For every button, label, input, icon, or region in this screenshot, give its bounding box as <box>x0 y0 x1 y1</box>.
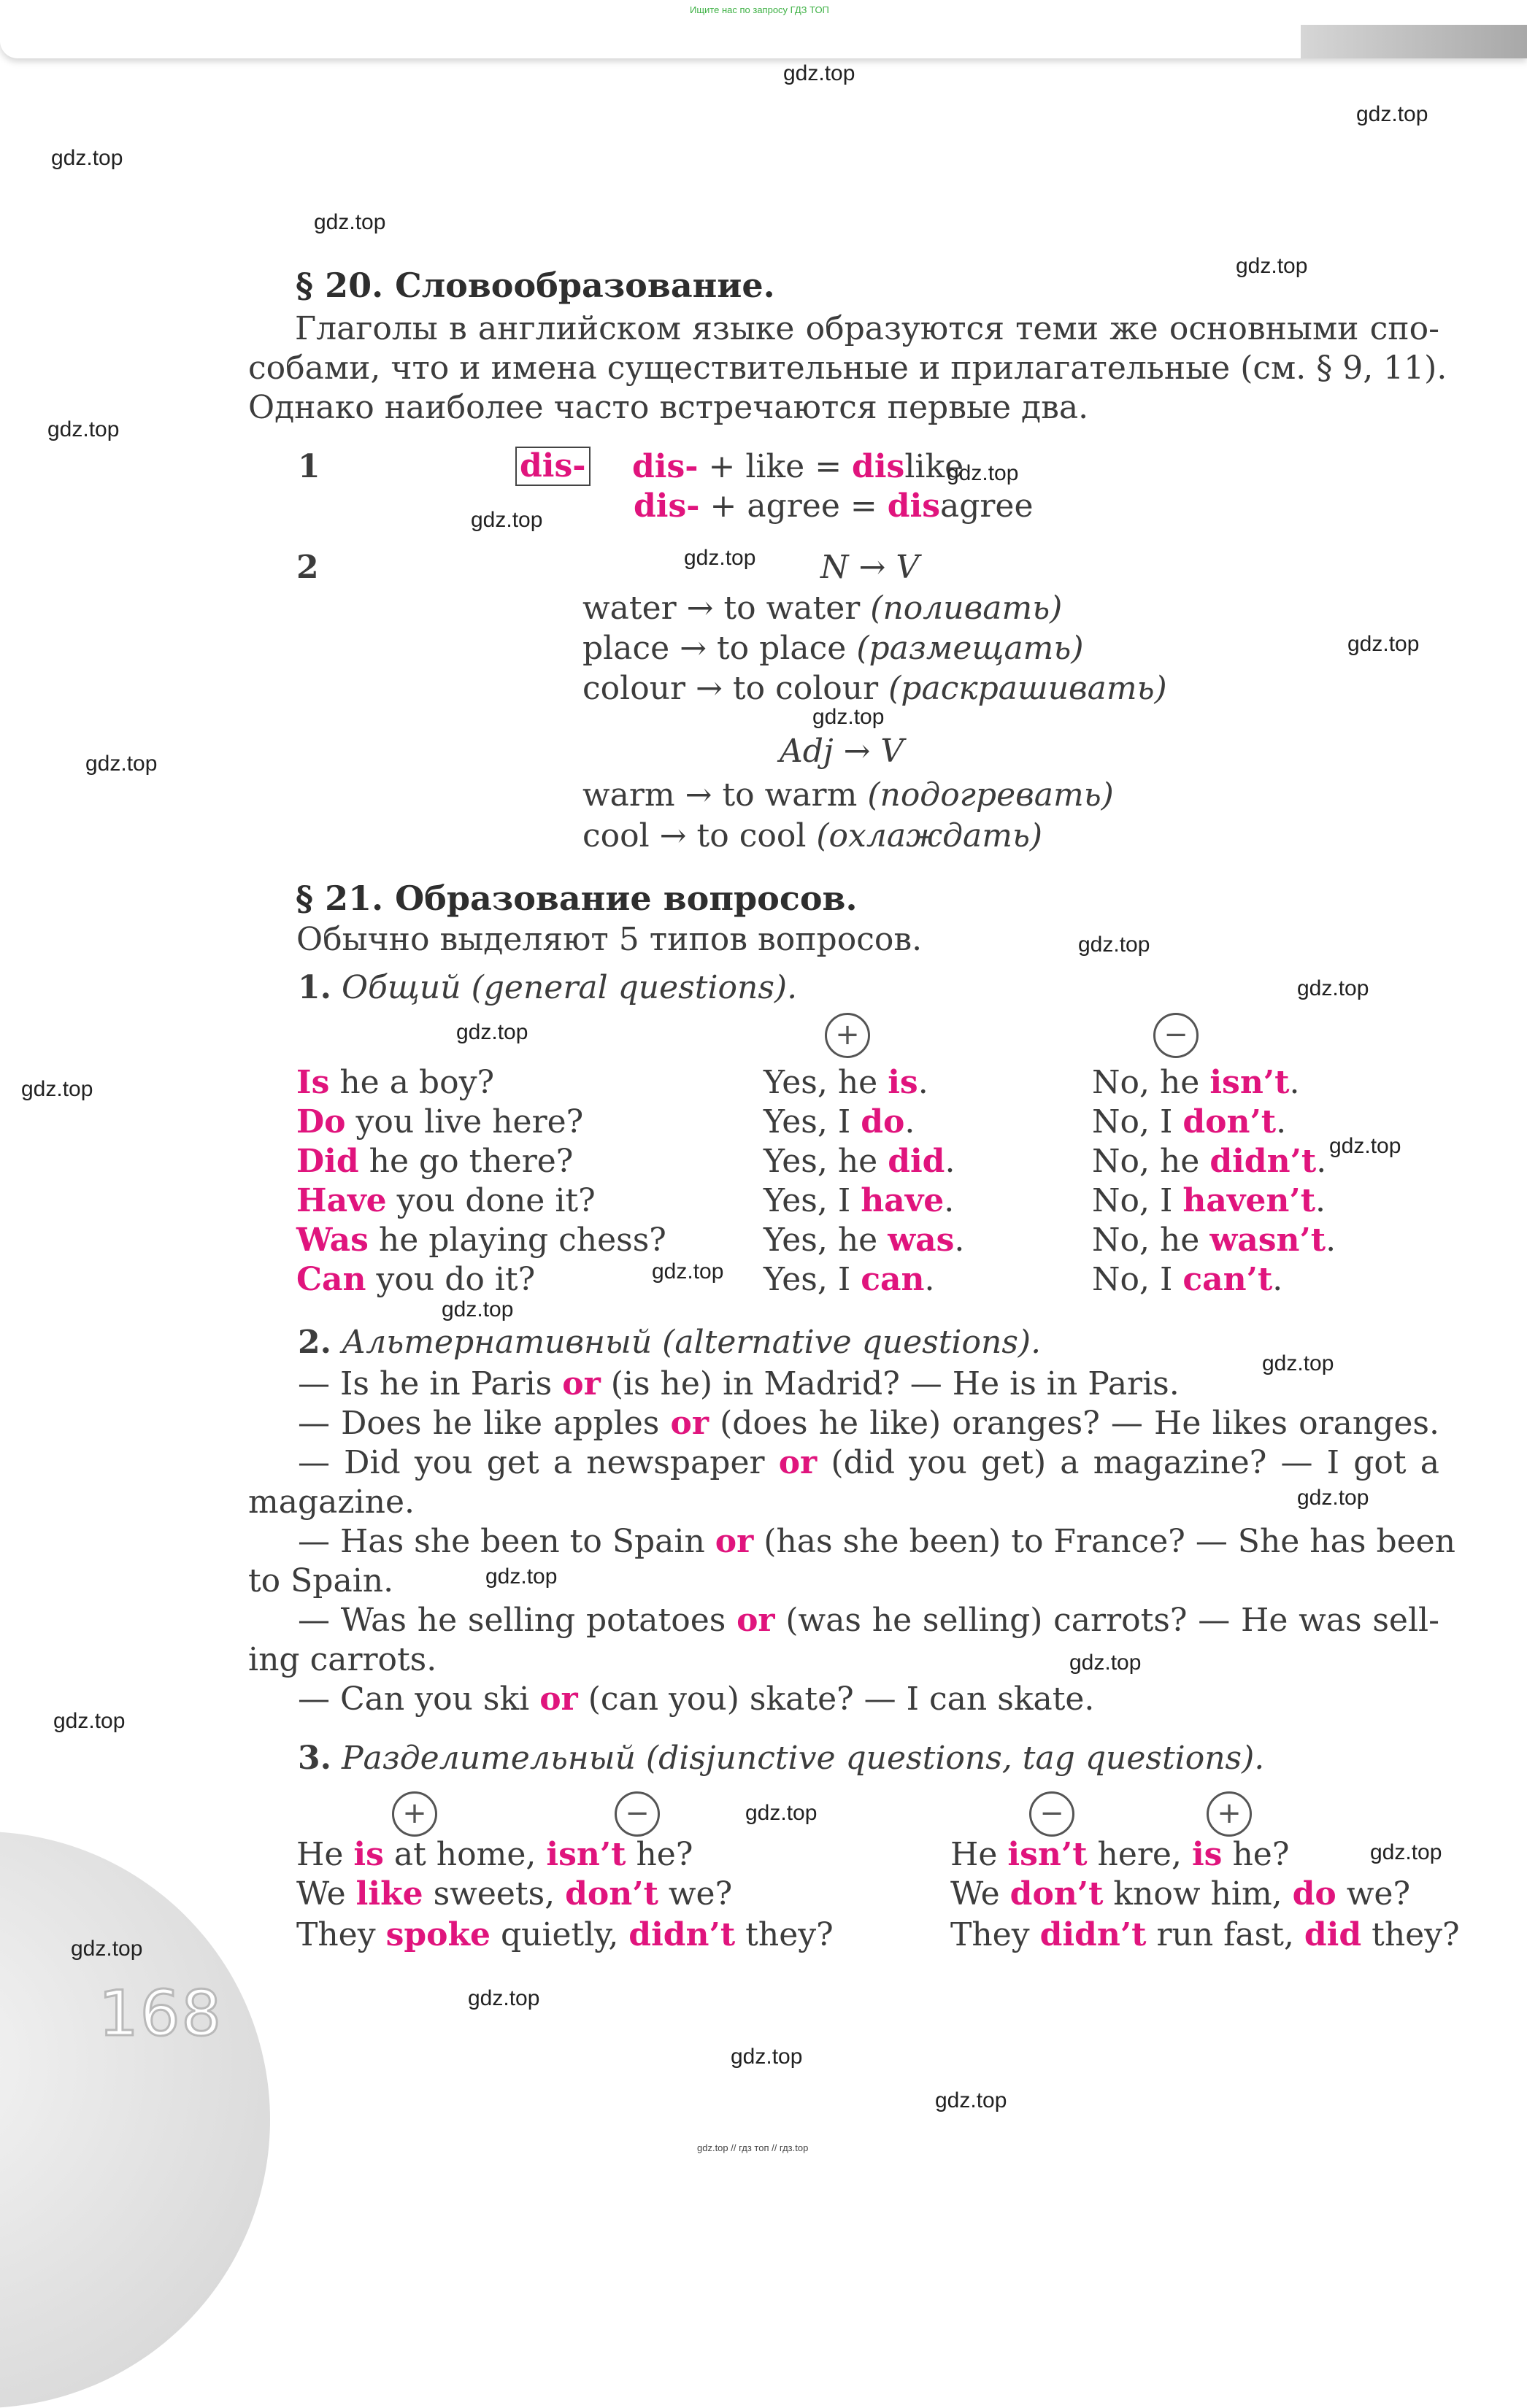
watermark: gdz.top <box>53 1709 126 1733</box>
watermark: gdz.top <box>935 2088 1007 2112</box>
answer-yes: Yes, he was. <box>764 1222 965 1259</box>
watermark: gdz.top <box>1356 102 1428 126</box>
watermark: gdz.top <box>1236 254 1308 278</box>
watermark: gdz.top <box>85 752 158 776</box>
watermark: gdz.top <box>1297 1486 1369 1510</box>
alt-line: — Was he selling potatoes or (was he selling) carrots? — He was sell- <box>298 1602 1439 1639</box>
watermark: gdz.top <box>812 705 885 729</box>
answer-no: No, he wasn’t. <box>1092 1222 1336 1259</box>
conversion-example: cool → to cool (охлаждать) <box>582 817 1043 854</box>
page-number: 168 <box>99 1977 223 2050</box>
watermark: gdz.top <box>456 1020 528 1044</box>
alt-line: — Can you ski or (can you) skate? — I can skate. <box>298 1680 1095 1718</box>
tag-question: We don’t know him, do we? <box>950 1875 1411 1913</box>
section21-intro: Обычно выделяют 5 типов вопросов. <box>296 921 923 958</box>
plus-icon: + <box>1207 1791 1252 1837</box>
intro-line: Глаголы в английском языке образуются теми же основными спо- <box>295 310 1439 347</box>
answer-yes: Yes, he did. <box>764 1143 955 1180</box>
plus-icon: + <box>825 1013 870 1058</box>
watermark: gdz.top <box>1297 976 1369 1000</box>
section20-heading: § 20. Словообразование. <box>296 266 775 305</box>
watermark: gdz.top <box>1078 933 1150 957</box>
answer-no: No, he isn’t. <box>1092 1064 1300 1101</box>
watermark: gdz.top <box>471 508 543 532</box>
watermark: gdz.top <box>1370 1840 1442 1864</box>
type1-title: 1. Общий (general questions). <box>298 969 798 1006</box>
alt-line-cont: to Spain. <box>248 1562 394 1599</box>
watermark: gdz.top <box>684 546 756 570</box>
page-corner-shape <box>0 1832 270 2408</box>
minus-icon: − <box>1029 1791 1074 1837</box>
answer-yes: Yes, he is. <box>764 1064 928 1101</box>
plus-icon: + <box>392 1791 437 1837</box>
dis-example-agree: dis- + agree = disagree <box>634 487 1034 525</box>
watermark: gdz.top <box>1262 1351 1334 1375</box>
minus-icon: − <box>615 1791 660 1837</box>
alt-line: — Is he in Paris or (is he) in Madrid? — He is in Paris. <box>298 1365 1180 1402</box>
alt-line: — Has she been to Spain or (has she been) to France? — She has been <box>298 1523 1456 1560</box>
watermark: gdz.top <box>71 1937 143 1961</box>
conversion-example: water → to water (поливать) <box>582 590 1063 627</box>
dis-example-like: dis- + like = dislike <box>632 448 964 485</box>
tag-question: We like sweets, don’t we? <box>296 1875 733 1913</box>
watermark: gdz.top <box>314 210 386 234</box>
tag-question: He is at home, isn’t he? <box>296 1836 693 1873</box>
formula-adj-verb: Adj → V <box>780 733 904 770</box>
intro-line: Однако наиболее часто встречаются первые два. <box>248 389 1089 426</box>
intro-line: собами, что и имена существительные и прилагательные (см. § 9, 11). <box>248 350 1447 387</box>
question: Was he playing chess? <box>296 1222 666 1259</box>
answer-no: No, he didn’t. <box>1092 1143 1327 1180</box>
watermark: gdz.top <box>47 417 120 441</box>
answer-no: No, I haven’t. <box>1092 1182 1326 1219</box>
alternative-questions <box>248 1365 1456 1719</box>
tag-question: They spoke quietly, didn’t they? <box>296 1916 834 1953</box>
section20-intro <box>248 309 1447 428</box>
footer-text: gdz.top // гдз топ // гдз.top <box>697 2142 809 2153</box>
alt-line-cont: ing carrots. <box>248 1641 437 1678</box>
watermark: gdz.top <box>21 1077 93 1101</box>
watermark: gdz.top <box>51 146 123 170</box>
watermark: gdz.top <box>731 2045 803 2069</box>
tag-question: They didn’t run fast, did they? <box>950 1916 1460 1953</box>
alt-line: — Does he like apples or (does he like) oranges? — He likes oranges. <box>298 1405 1440 1442</box>
conversion-example: warm → to warm (подогревать) <box>582 776 1114 814</box>
answer-yes: Yes, I have. <box>764 1182 955 1219</box>
banner-gradient <box>1301 25 1527 58</box>
boxed-prefix: dis- <box>515 447 591 486</box>
answer-yes: Yes, I do. <box>764 1103 915 1141</box>
answer-no: No, I don’t. <box>1092 1103 1287 1141</box>
type3-title: 3. Разделительный (disjunctive questions, tag questions). <box>298 1740 1265 1777</box>
watermark: gdz.top <box>783 61 855 85</box>
question: Did he go there? <box>296 1143 574 1180</box>
watermark: gdz.top <box>442 1297 514 1321</box>
formula-noun-verb: N → V <box>820 549 920 586</box>
section21-heading: § 21. Образование вопросов. <box>296 879 858 918</box>
question: Have you done it? <box>296 1182 596 1219</box>
conversion-example: colour → to colour (раскрашивать) <box>582 670 1167 707</box>
watermark: gdz.top <box>468 1986 540 2010</box>
watermark: gdz.top <box>745 1801 818 1825</box>
watermark: gdz.top <box>1329 1134 1401 1158</box>
question: Is he a boy? <box>296 1064 495 1101</box>
watermark: gdz.top <box>1069 1651 1142 1675</box>
watermark: gdz.top <box>485 1564 558 1589</box>
alt-line-cont: magazine. <box>248 1483 415 1521</box>
item2-number: 2 <box>296 549 319 586</box>
top-banner <box>0 0 1527 58</box>
item1-number: 1 <box>298 448 320 485</box>
type2-title: 2. Альтернативный (alternative questions). <box>298 1324 1042 1361</box>
question: Do you live here? <box>296 1103 584 1141</box>
watermark: gdz.top <box>1347 632 1420 656</box>
minus-icon: − <box>1153 1013 1199 1058</box>
answer-yes: Yes, I can. <box>764 1261 935 1298</box>
alt-line: — Did you get a newspaper or (did you get) a magazine? — I got a <box>298 1444 1439 1481</box>
conversion-example: place → to place (размещать) <box>582 630 1084 667</box>
answer-no: No, I can’t. <box>1092 1261 1283 1298</box>
watermark: gdz.top <box>652 1259 724 1284</box>
watermark: gdz.top <box>947 461 1019 485</box>
banner-text[interactable]: Ищите нас по запросу ГДЗ ТОП <box>690 4 829 15</box>
question: Can you do it? <box>296 1261 536 1298</box>
tag-question: He isn’t here, is he? <box>950 1836 1290 1873</box>
